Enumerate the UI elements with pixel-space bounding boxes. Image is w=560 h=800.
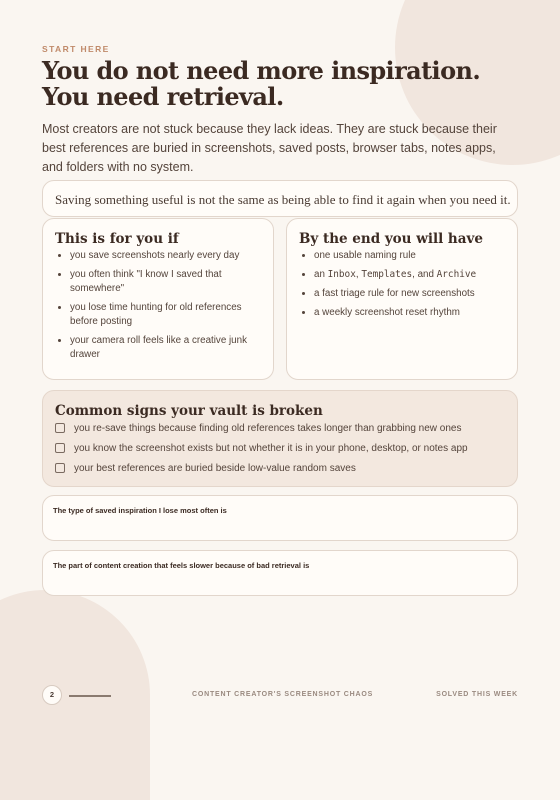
writing-prompt-box[interactable]: [42, 495, 518, 541]
list-item-text: an: [314, 269, 328, 280]
callout-box: [42, 180, 518, 217]
callout-text: Saving something useful is not the same as being able to find it again when you need it.: [55, 192, 511, 207]
for-you-list: [55, 249, 270, 367]
list-item: • you often think "I know I saved that somewhere": [70, 268, 270, 296]
checklist-item: [55, 422, 468, 442]
footer-tagline: SOLVED THIS WEEK: [436, 691, 518, 698]
outcomes-heading: By the end you will have: [299, 231, 483, 247]
checkbox[interactable]: [55, 423, 65, 433]
footer-title: CONTENT CREATOR'S SCREENSHOT CHAOS: [192, 691, 374, 698]
checklist-item-text: your best references are buried beside low-value random saves: [74, 463, 356, 474]
footer-rule: [69, 695, 111, 697]
folder-name-archive: Archive: [436, 269, 477, 280]
writing-prompt-label: The type of saved inspiration I lose most often is: [53, 506, 227, 515]
list-item: • a fast triage rule for new screenshots: [314, 287, 514, 301]
checklist-item-text: you know the screenshot exists but not whether it is in your phone, desktop, or notes app: [74, 443, 468, 454]
list-item-text: ,: [355, 269, 362, 280]
checklist-item-text: you re-save things because finding old references takes longer than grabbing new ones: [74, 423, 462, 434]
for-you-card: [42, 218, 274, 380]
folder-name-inbox: Inbox: [327, 269, 356, 280]
page-number: 2: [42, 685, 62, 705]
list-item: • a weekly screenshot reset rhythm: [314, 306, 514, 320]
list-item: • you save screenshots nearly every day: [70, 249, 270, 263]
signs-checklist: [55, 422, 468, 482]
list-item: [314, 268, 514, 282]
checkbox[interactable]: [55, 463, 65, 473]
broken-vault-signs-panel: [42, 390, 518, 487]
for-you-heading: This is for you if: [55, 231, 179, 247]
folder-name-templates: Templates: [361, 269, 413, 280]
signs-heading: Common signs your vault is broken: [55, 403, 323, 419]
list-item: • you lose time hunting for old references before posting: [70, 301, 270, 329]
intro-paragraph: Most creators are not stuck because they lack ideas. They are stuck because their best references are buried in screenshots, saved posts, browser tabs, notes apps, and folders with no system.: [42, 122, 497, 174]
checklist-item: [55, 442, 468, 462]
list-item: • one usable naming rule: [314, 249, 514, 263]
page-footer: [42, 685, 518, 705]
writing-prompt-box[interactable]: [42, 550, 518, 596]
list-item-text: , and: [412, 269, 437, 280]
eyebrow-label: START HERE: [42, 44, 110, 54]
outcomes-card: [286, 218, 518, 380]
writing-prompt-label: The part of content creation that feels slower because of bad retrieval is: [53, 561, 310, 570]
checklist-item: [55, 462, 468, 482]
outcomes-list: [299, 249, 514, 325]
page-title: You do not need more inspiration. You need retrieval.: [42, 56, 481, 111]
list-item: • your camera roll feels like a creative junk drawer: [70, 334, 270, 362]
checkbox[interactable]: [55, 443, 65, 453]
